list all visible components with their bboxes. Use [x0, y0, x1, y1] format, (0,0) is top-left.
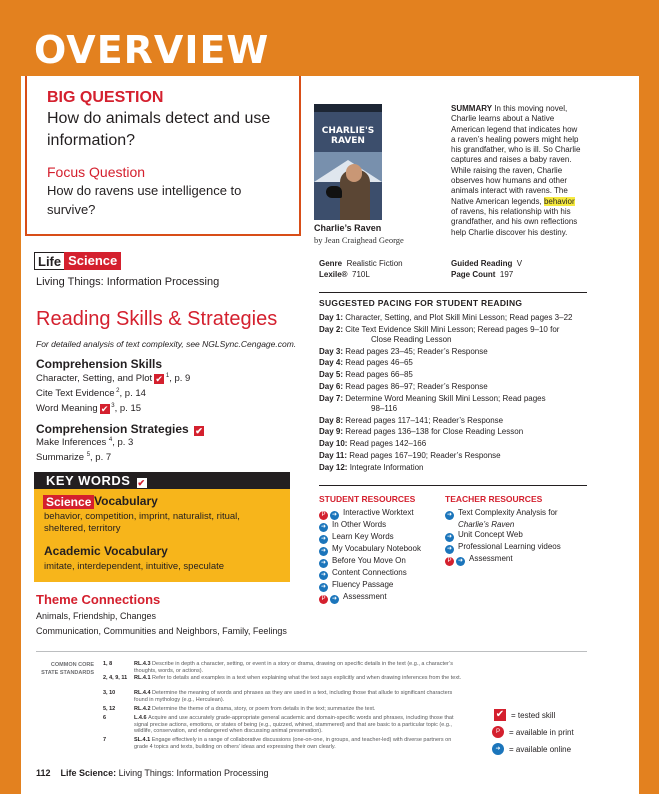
- life-science-subtitle: Living Things: Information Processing: [36, 276, 220, 288]
- comprehension-skills-title: Comprehension Skills: [36, 357, 163, 371]
- online-icon: ➜: [331, 596, 338, 602]
- header-band: [0, 0, 659, 76]
- life-science-banner: Life Science: [34, 252, 121, 270]
- strategy-item: Make Inferences $^4$, p. 3: [36, 437, 134, 448]
- resource-item: ➜ Before You Move On: [320, 556, 406, 566]
- comprehension-strategies-title: Comprehension Strategies ✔: [36, 422, 203, 436]
- online-icon: ➜: [446, 546, 453, 552]
- genre: Genre Realistic Fiction: [319, 259, 403, 268]
- online-icon: ➜: [320, 560, 327, 566]
- book-cover-image: [314, 104, 382, 220]
- pacing-day: Day 4: Read pages 46–65: [319, 358, 413, 368]
- print-icon: P: [319, 595, 328, 604]
- academic-vocab-list: imitate, interdependent, intuitive, speculate: [44, 561, 225, 572]
- common-core-label: COMMON CORE STATE STANDARDS: [41, 662, 94, 676]
- resource-item: ➜ Professional Learning videos: [446, 542, 561, 552]
- divider: [319, 485, 587, 486]
- print-icon: P: [492, 726, 504, 738]
- online-icon: ➜: [446, 534, 453, 540]
- legend-print: P = available in print: [492, 726, 574, 738]
- online-icon: ➜: [320, 536, 327, 542]
- check-icon: ✔: [195, 426, 203, 436]
- pacing-day: Day 3: Read pages 23–45; Reader’s Response: [319, 346, 488, 356]
- raven-icon: [326, 186, 342, 198]
- divider: [36, 651, 587, 652]
- pacing-day: Day 2: Cite Text Evidence Skill Mini Lesson; Reread pages 9–10 for Close Reading Lesson: [319, 324, 560, 344]
- page-title: OVERVIEW: [34, 28, 270, 72]
- resource-item: ➜ Unit Concept Web: [446, 530, 523, 540]
- big-question-label: BIG QUESTION: [47, 89, 164, 106]
- theme-line-2: Communication, Communities and Neighbors, Family, Feelings: [36, 626, 287, 636]
- standard-description: SL.4.1 Engage effectively in a range of collaborative discussions (one-on-one, in groups, and teacher-led) with diverse partners on grade 4 topics and texts, building on others’ ideas and expressing their own clearly.: [134, 737, 452, 750]
- online-icon: ➜: [331, 512, 338, 518]
- resource-item: ➜ In Other Words: [320, 520, 387, 530]
- book-author: by Jean Craighead George: [314, 235, 404, 245]
- pacing-day: Day 7: Determine Word Meaning Skill Mini Lesson; Read pages 98–116: [319, 393, 546, 413]
- resource-item: ➜ Fluency Passage: [320, 580, 394, 590]
- resource-item: P ➜ Interactive Worktext: [319, 508, 414, 520]
- legend-online: ➜ = available online: [492, 743, 571, 755]
- resource-item: P ➜ Assessment: [319, 592, 387, 604]
- pacing-day: Day 8: Reread pages 117–141; Reader’s Response: [319, 415, 504, 425]
- check-icon: ✔: [137, 478, 146, 488]
- standard-description: RL.4.3 Describe in depth a character, setting, or event in a story or drama, drawing on specific details in the text (e.g., a character’s thoughts, words, or actions).: [134, 661, 453, 674]
- standard-description: L.4.6 Acquire and use accurately grade-appropriate general academic and domain-specific words and phrases, including those that signal precise actions, emotions, or states of being (e.g., quizzed, whined, stammered) and that are basic to a particular topic (e.g., wildlife, conservation, and endangered when discussing animal preservation).: [134, 715, 454, 734]
- resource-item: ➜ Text Complexity Analysis for Charlie’s Raven: [446, 508, 558, 529]
- skill-item: Character, Setting, and Plot ✔ $^1$, p. 9: [36, 373, 191, 384]
- resource-item: ➜ Content Connections: [320, 568, 407, 578]
- pacing-day: Day 5: Read pages 66–85: [319, 370, 413, 380]
- standard-number: 7: [103, 737, 107, 743]
- science-vocab-list: behavior, competition, imprint, naturalist, ritual, sheltered, territory: [44, 511, 240, 534]
- print-icon: P: [445, 557, 454, 566]
- book-title: Charlie’s Raven: [314, 223, 382, 233]
- teacher-resources-title: TEACHER RESOURCES: [445, 494, 543, 504]
- text-complexity-note: For detailed analysis of text complexity, see NGLSync.Cengage.com.: [36, 339, 297, 349]
- standard-number: 1, 8: [103, 661, 113, 667]
- standard-number: 6: [103, 715, 107, 721]
- pacing-day: Day 1: Character, Setting, and Plot Skill Mini Lesson; Read pages 3–22: [319, 313, 573, 322]
- theme-line-1: Animals, Friendship, Changes: [36, 611, 157, 621]
- reading-skills-title: Reading Skills & Strategies: [36, 308, 278, 330]
- standard-number: 2, 4, 9, 11: [103, 675, 128, 681]
- strategy-item: Summarize $^5$, p. 7: [36, 452, 112, 463]
- check-icon: ✔: [100, 404, 109, 414]
- pacing-day: Day 12: Integrate Information: [319, 462, 424, 472]
- pacing-day: Day 11: Read pages 167–190; Reader’s Response: [319, 451, 501, 460]
- science-vocab-title: Vocabulary: [94, 494, 158, 508]
- pacing-day: Day 9: Reread pages 136–138 for Close Reading Lesson: [319, 427, 524, 437]
- resource-item: ➜ Learn Key Words: [320, 532, 394, 542]
- cover-title: CHARLIE'S RAVEN: [321, 126, 375, 146]
- online-icon: ➜: [320, 548, 327, 554]
- book-summary: SUMMARY In this moving novel, Charlie learns about a Native American legend that indicates how a raven’s healing powers might help his grandfather, who is ill. So Charlie captures and raises a baby raven. While raising the raven, Charlie observes how humans and other animals interact with ravens. The Native American legends, behavior of ravens, his relationship with his grandfather, and his own reflections help Charlie discover his destiny.: [451, 104, 581, 237]
- pacing-day: Day 6: Read pages 86–97; Reader’s Response: [319, 382, 488, 391]
- standard-description: RL.4.2 Determine the theme of a drama, story, or poem from details in the text; summarize the text.: [134, 706, 376, 712]
- pacing-day: Day 10: Read pages 142–166: [319, 439, 427, 449]
- student-resources-title: STUDENT RESOURCES: [319, 494, 416, 504]
- online-icon: ➜: [320, 572, 327, 578]
- focus-question-label: Focus Question: [47, 164, 146, 180]
- science-chip: Science: [43, 495, 94, 509]
- lexile: Lexile® 710L: [319, 270, 370, 279]
- key-words-bar: KEY WORDS ✔: [34, 472, 290, 489]
- standard-number: 3, 10: [103, 690, 116, 696]
- skill-item: Word Meaning ✔ $^3$, p. 15: [36, 403, 142, 414]
- divider: [319, 292, 587, 293]
- check-icon: ✔: [495, 709, 505, 720]
- standard-number: 5, 12: [103, 706, 116, 712]
- skill-item: Cite Text Evidence $^2$, p. 14: [36, 388, 146, 399]
- online-icon: ➜: [320, 584, 327, 590]
- online-icon: ➜: [492, 743, 504, 755]
- page-footer: 112 Life Science: Living Things: Information Processing: [36, 768, 269, 778]
- online-icon: ➜: [320, 524, 327, 530]
- pacing-title: SUGGESTED PACING FOR STUDENT READING: [319, 298, 523, 308]
- page-count: Page Count 197: [451, 270, 514, 279]
- online-icon: ➜: [457, 558, 464, 564]
- theme-connections-title: Theme Connections: [36, 592, 161, 607]
- online-icon: ➜: [446, 512, 453, 518]
- standard-description: RL.4.4 Determine the meaning of words and phrases as they are used in a text, including those that allude to significant characters found in mythology (e.g., Herculean).: [134, 690, 453, 703]
- big-question-text: How do animals detect and use information?: [47, 110, 271, 149]
- highlighted-word: behavior: [543, 196, 575, 206]
- print-icon: P: [319, 511, 328, 520]
- check-icon: ✔: [155, 374, 163, 384]
- legend-tested: ✔ = tested skill: [495, 709, 556, 720]
- academic-vocab-title: Academic Vocabulary: [44, 544, 168, 558]
- resource-item: P ➜ Assessment: [445, 554, 513, 566]
- focus-question-text: How do ravens use intelligence to survive?: [47, 183, 242, 217]
- guided-reading: Guided Reading V: [451, 259, 523, 268]
- resource-item: ➜ My Vocabulary Notebook: [320, 544, 421, 554]
- standard-description: RL.4.1 Refer to details and examples in a text when explaining what the text says explicitly and when drawing inferences from the text.: [134, 675, 462, 681]
